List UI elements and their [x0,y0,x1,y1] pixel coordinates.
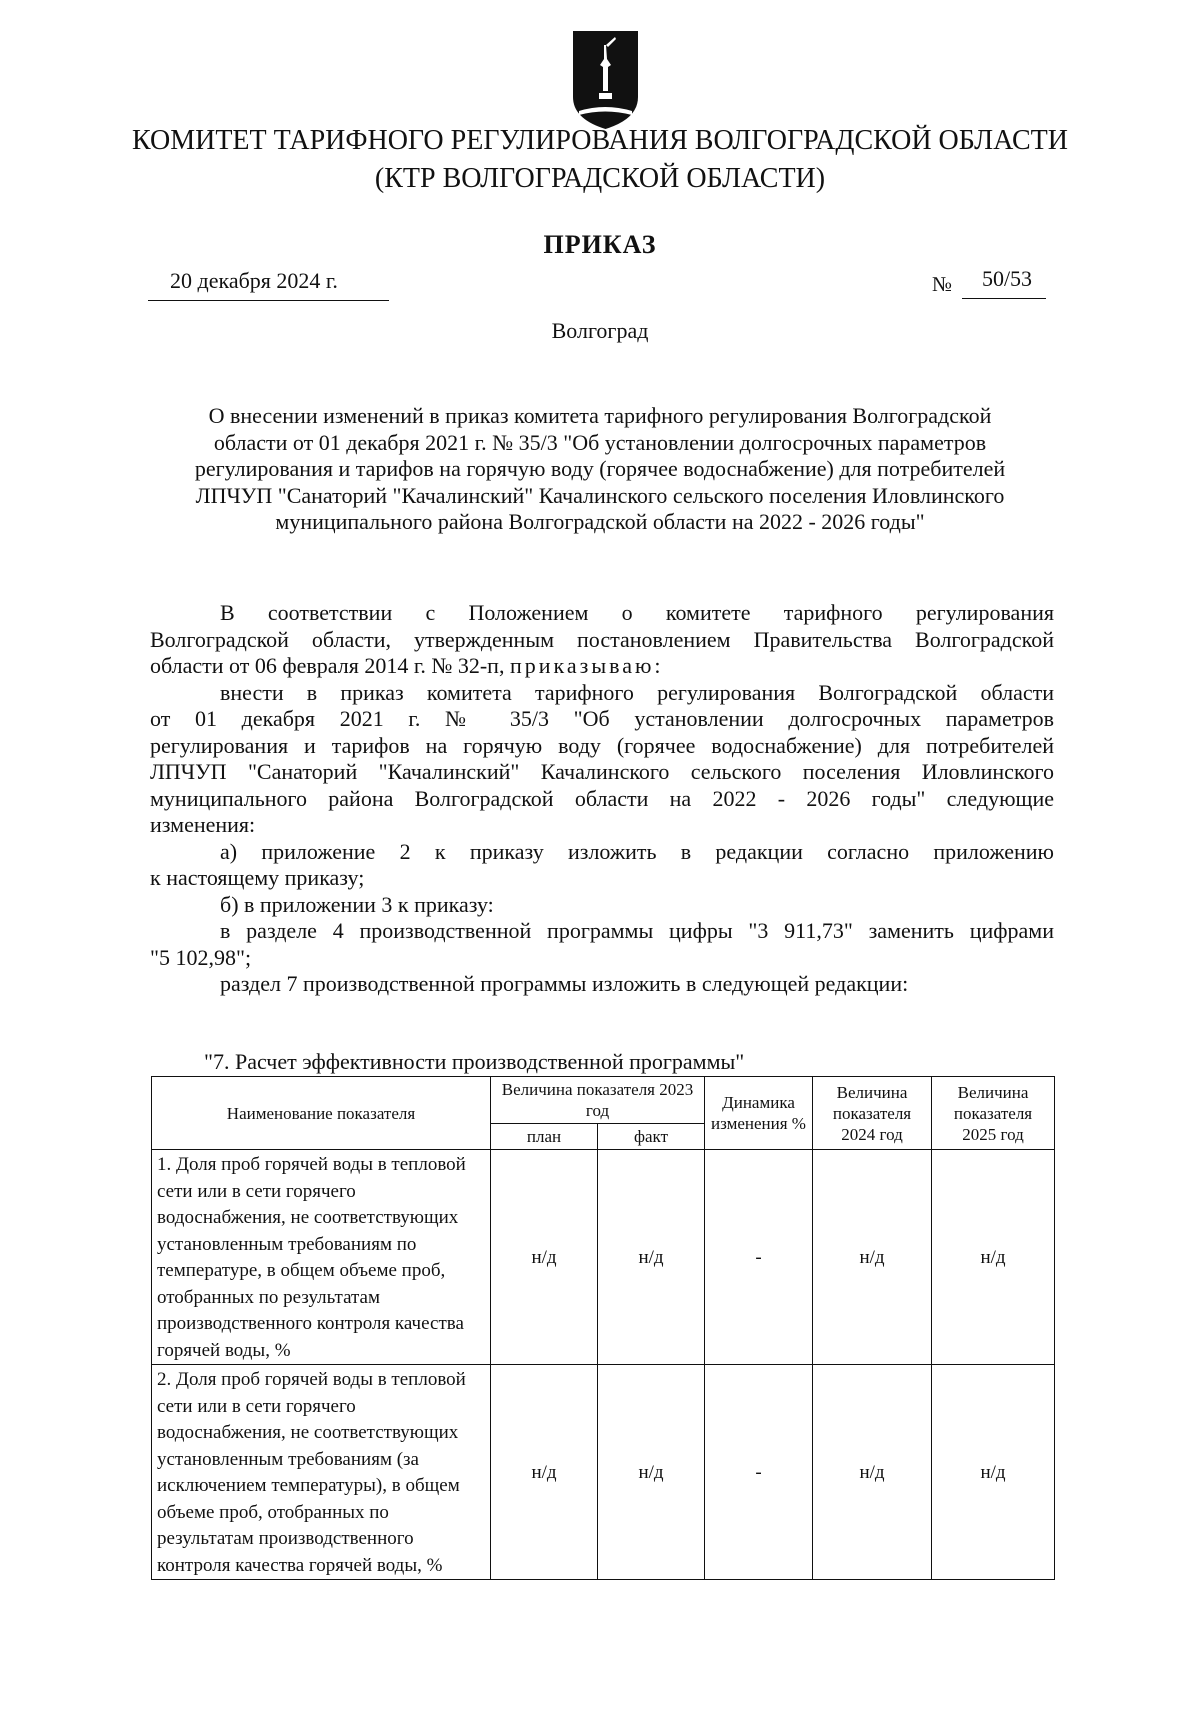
row-indicator-name: 1. Доля проб горячей воды в тепловой сети или в сети горячего водоснабжения, не соответствующих установленным требованиям по температуре, в общем объеме проб, отобранных по результатам производственного контроля качества горячей воды, % [152,1150,491,1365]
body-line: "5 102,98"; [150,944,252,970]
body-line: к настоящему приказу; [150,865,365,890]
row-plan: н/д [491,1365,598,1580]
header-value-2025: Величина показателя 2025 год [932,1077,1055,1150]
table-row [152,1365,1055,1580]
document-body [150,600,1054,998]
row-plan: н/д [491,1150,598,1365]
body-line: изменения: [150,812,256,837]
body-line: б) в приложении 3 к приказу: [220,891,494,917]
subject-line: регулирования и тарифов на горячую воду (горячее водоснабжение) для потребителей [194,456,1006,481]
body-line: ЛПЧУП "Санаторий "Качалинский" Качалинского сельского поселения Иловлинского [150,759,1054,784]
header-plan: план [491,1124,598,1150]
subject-line: муниципального района Волгоградской области на 2022 - 2026 годы" [275,509,925,534]
body-line: раздел 7 производственной программы изложить в следующей редакции: [220,971,909,996]
header-value-2024: Величина показателя 2024 год [813,1077,932,1150]
body-line: регулирования и тарифов на горячую воду (горячее водоснабжение) для потребителей [150,732,1054,758]
organization-name: КОМИТЕТ ТАРИФНОГО РЕГУЛИРОВАНИЯ ВОЛГОГРАДСКОЙ ОБЛАСТИ [132,125,1068,156]
header-dynamics: Динамика изменения % [705,1077,813,1150]
body-line: муниципального района Волгоградской области на 2022 - 2026 годы" следующие [150,785,1054,811]
document-subject [150,403,1050,536]
table-row [152,1150,1055,1365]
row-value-2024: н/д [813,1365,932,1580]
body-line [150,653,1054,680]
body-line: Волгоградской области, утвержденным постановлением Правительства Волгоградской [150,626,1054,652]
header-fact: факт [598,1124,705,1150]
document-number: 50/53 [981,266,1033,291]
subject-line: ЛПЧУП "Санаторий "Качалинский" Качалинского сельского поселения Иловлинского [195,482,1005,508]
row-value-2025: н/д [932,1365,1055,1580]
order-keyword: приказываю [509,653,655,678]
row-dynamics: - [705,1150,813,1365]
table-caption: "7. Расчет эффективности производственной программы" [204,1049,745,1074]
row-value-2025: н/д [932,1150,1055,1365]
body-line: В соответствии с Положением о комитете тарифного регулирования [220,600,1054,625]
number-sign: № [932,272,953,296]
body-text: : [654,653,661,678]
document-date: 20 декабря 2024 г. [170,268,338,293]
emblem-icon [571,29,640,133]
row-value-2024: н/д [813,1150,932,1365]
row-fact: н/д [598,1365,705,1580]
row-indicator-name: 2. Доля проб горячей воды в тепловой сети или в сети горячего водоснабжения, не соответствующих установленным требованиям (за исключением температуры), в общем объеме проб, отобранных по результатам производственного контроля качества горячей воды, % [152,1365,491,1580]
document-title: ПРИКАЗ [543,230,657,259]
body-text: области от 06 февраля 2014 г. № 32-п, [150,653,510,678]
document-city: Волгоград [551,318,649,343]
number-underline [962,298,1046,299]
organization-short-name: (КТР ВОЛГОГРАДСКОЙ ОБЛАСТИ) [374,163,826,194]
efficiency-table [151,1076,1055,1580]
date-underline [148,300,389,301]
header-name: Наименование показателя [152,1077,491,1150]
row-fact: н/д [598,1150,705,1365]
body-line: от 01 декабря 2021 г. № 35/3 "Об установлении долгосрочных параметров [150,706,1054,731]
body-line: а) приложение 2 к приказу изложить в редакции согласно приложению [220,838,1054,864]
coat-of-arms-emblem [571,29,640,133]
body-line: внести в приказ комитета тарифного регулирования Волгоградской области [220,679,1054,705]
subject-line: области от 01 декабря 2021 г. № 35/3 "Об установлении долгосрочных параметров [213,429,987,455]
table-header-row [152,1077,1055,1124]
header-value-2023: Величина показателя 2023 год [491,1077,705,1124]
row-dynamics: - [705,1365,813,1580]
body-line: в разделе 4 производственной программы цифры "3 911,73" заменить цифрами [220,918,1054,943]
subject-line: О внесении изменений в приказ комитета тарифного регулирования Волгоградской [208,403,992,428]
